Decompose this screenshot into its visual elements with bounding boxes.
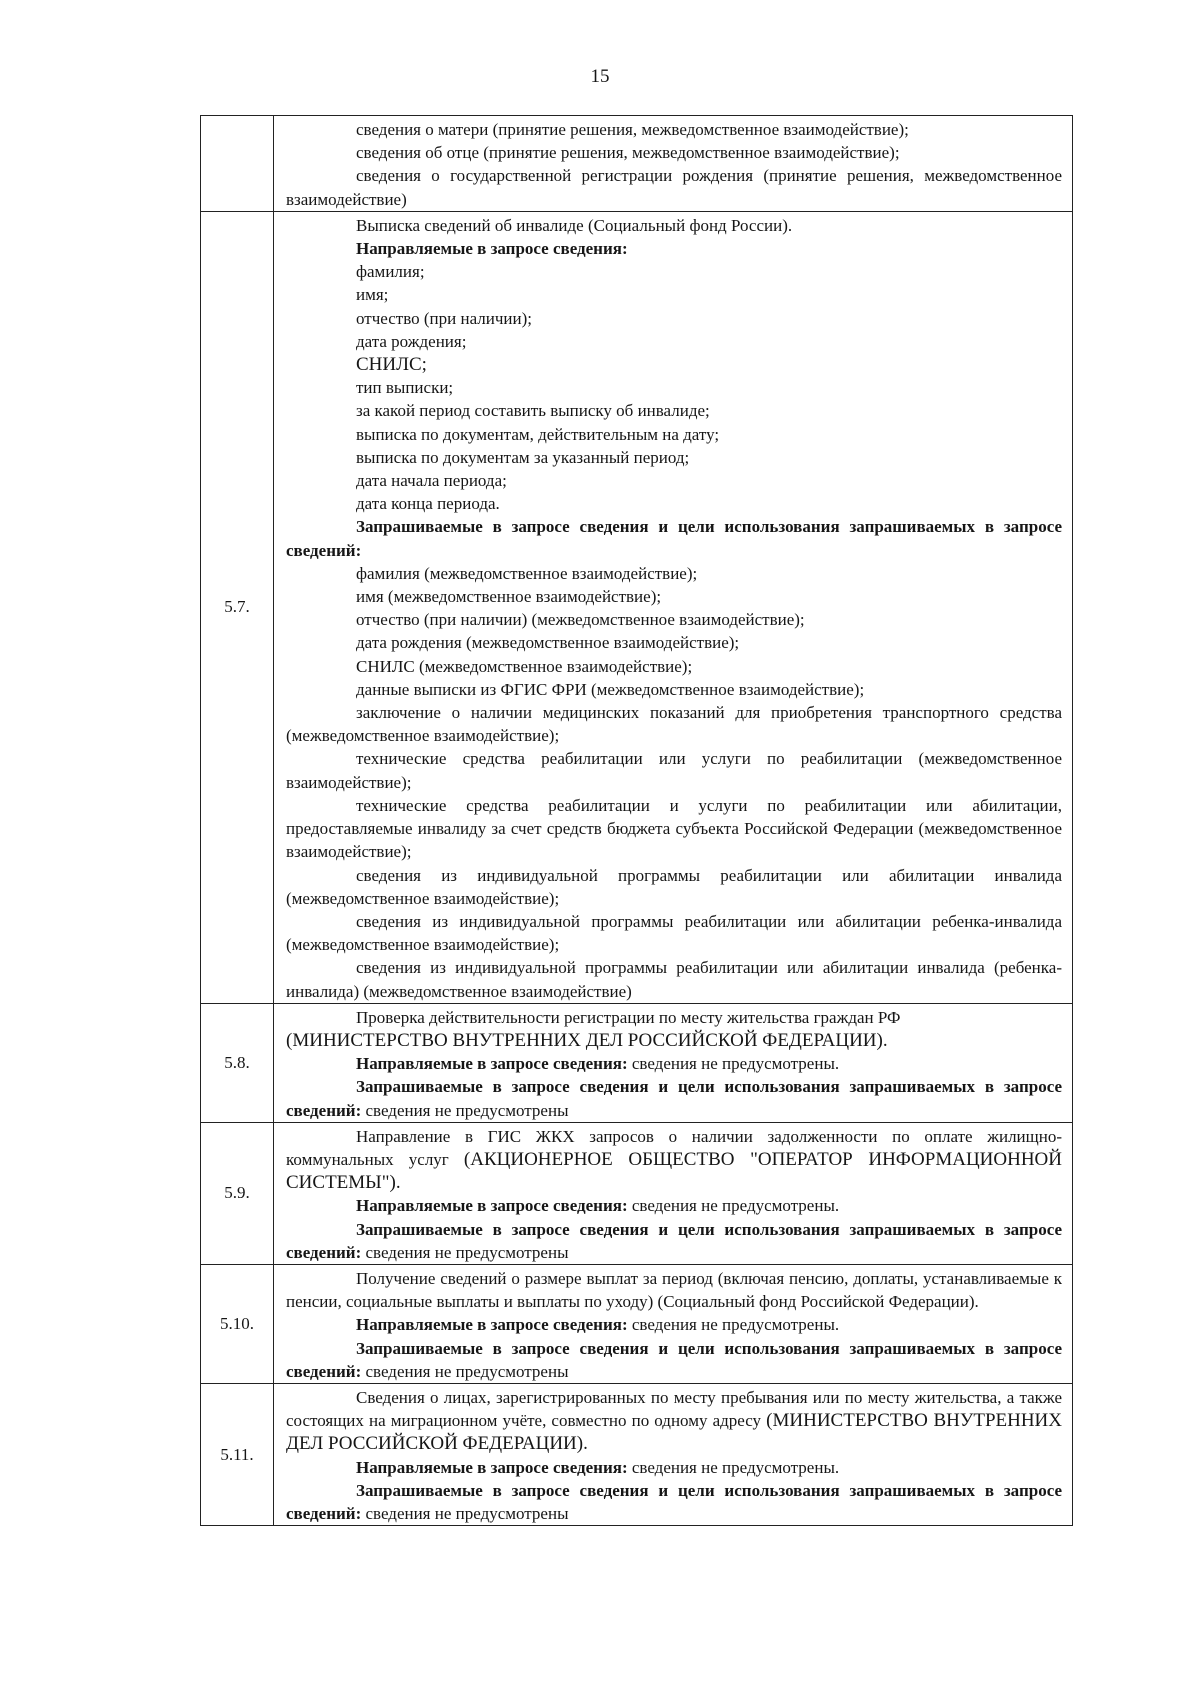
- sent-value: сведения не предусмотрены.: [631, 1196, 840, 1216]
- list-item: имя (межведомственное взаимодействие);: [356, 587, 662, 607]
- requested-value: сведения не предусмотрены: [365, 1361, 569, 1381]
- list-item: технические средства реабилитации или услуги по реабилитации (межведомственное взаимодействие);: [286, 749, 1062, 792]
- sent-value: сведения не предусмотрены.: [631, 1054, 840, 1074]
- sent-value: сведения не предусмотрены.: [631, 1315, 840, 1335]
- row-content: [274, 211, 1073, 1003]
- table-row: [201, 1122, 1073, 1264]
- list-item: СНИЛС;: [356, 354, 427, 376]
- row-content: [274, 1383, 1073, 1525]
- list-item: дата конца периода.: [356, 494, 500, 514]
- table-row: [201, 211, 1073, 1003]
- row-content: [274, 1003, 1073, 1122]
- row-title: [286, 1386, 1062, 1456]
- list-item: сведения из индивидуальной программы реабилитации или абилитации ребенка-инвалида (межведомственное взаимодействие);: [286, 911, 1062, 955]
- list-item: отчество (при наличии) (межведомственное взаимодействие);: [356, 610, 805, 630]
- row-number: 5.8.: [201, 1003, 274, 1122]
- row-title-authority: (МИНИСТЕРСТВО ВНУТРЕННИХ ДЕЛ РОССИЙСКОЙ ФЕДЕРАЦИИ).: [286, 1410, 1062, 1455]
- table-row: [201, 1003, 1073, 1122]
- list-item: выписка по документам, действительным на дату;: [356, 424, 720, 444]
- table-row: [201, 116, 1073, 212]
- list-item: сведения из индивидуальной программы реабилитации или абилитации инвалида (ребенка-инвалида) (межведомственное взаимодействие): [286, 958, 1062, 1001]
- table-row: [201, 1264, 1073, 1383]
- requested-line: [286, 1075, 1062, 1121]
- sent-label: Направляемые в запросе сведения:: [356, 239, 628, 259]
- list-item: тип выписки;: [356, 378, 454, 398]
- row-title-authority: (МИНИСТЕРСТВО ВНУТРЕННИХ ДЕЛ РОССИЙСКОЙ ФЕДЕРАЦИИ).: [286, 1029, 888, 1051]
- sent-value: сведения не предусмотрены.: [631, 1457, 840, 1477]
- requested-line: [286, 1479, 1062, 1525]
- row-title-authority: (АКЦИОНЕРНОЕ ОБЩЕСТВО "ОПЕРАТОР ИНФОРМАЦИОННОЙ СИСТЕМЫ").: [286, 1148, 1063, 1194]
- list-item: фамилия (межведомственное взаимодействие);: [356, 563, 698, 583]
- sent-line: [286, 1456, 1062, 1479]
- list-item: отчество (при наличии);: [356, 308, 532, 328]
- list-item: за какой период составить выписку об инвалиде;: [356, 401, 710, 421]
- requested-line: [286, 1337, 1062, 1383]
- requested-label: Запрашиваемые в запросе сведения и цели использования запрашиваемых в запросе сведений:: [286, 517, 1062, 560]
- row-content: [274, 1122, 1073, 1264]
- row-number: [201, 116, 274, 212]
- list-item: дата рождения (межведомственное взаимодействие);: [356, 633, 740, 653]
- sent-label: Направляемые в запросе сведения:: [356, 1315, 628, 1335]
- list-item: СНИЛС (межведомственное взаимодействие);: [356, 656, 693, 676]
- sent-line: [286, 1313, 1062, 1336]
- row-title: Получение сведений о размере выплат за период (включая пенсию, доплаты, устанавливаемые к пенсии, социальные выплаты и выплаты по уходу) (Социальный фонд Российской Федерации).: [286, 1268, 1062, 1312]
- list-item: сведения об отце (принятие решения, межведомственное взаимодействие);: [356, 143, 900, 163]
- requested-label: Запрашиваемые в запросе сведения и цели использования запрашиваемых в запросе сведений:: [286, 1480, 1062, 1523]
- list-item: технические средства реабилитации и услуги по реабилитации или абилитации, предоставляемые инвалиду за счет средств бюджета субъекта Российской Федерации (межведомственное взаимодействие);: [286, 795, 1062, 862]
- list-item: дата рождения;: [356, 331, 467, 351]
- list-item: имя;: [356, 285, 389, 305]
- page-number: 15: [590, 66, 610, 87]
- requested-label: Запрашиваемые в запросе сведения и цели использования запрашиваемых в запросе сведений:: [286, 1338, 1062, 1381]
- sent-label: Направляемые в запросе сведения:: [356, 1457, 628, 1477]
- row-title: Проверка действительности регистрации по месту жительства граждан РФ: [356, 1007, 901, 1027]
- row-number: 5.7.: [201, 211, 274, 1003]
- sent-line: [286, 1052, 1062, 1075]
- list-item: выписка по документам за указанный период;: [356, 447, 690, 467]
- row-title: [286, 1125, 1062, 1195]
- row-number: 5.9.: [201, 1122, 274, 1264]
- row-number: 5.11.: [201, 1383, 274, 1525]
- table-row: [201, 1383, 1073, 1525]
- sent-label: Направляемые в запросе сведения:: [356, 1196, 628, 1216]
- list-item: фамилия;: [356, 262, 425, 282]
- list-item: дата начала периода;: [356, 471, 507, 491]
- row-title: Выписка сведений об инвалиде (Социальный фонд России).: [356, 215, 793, 235]
- requests-table: [200, 115, 1073, 1526]
- sent-label: Направляемые в запросе сведения:: [356, 1054, 628, 1074]
- row-title-text: Сведения о лицах, зарегистрированных по месту пребывания или по месту жительства, а также состоящих на миграционном учёте, совместно по одному адресу: [286, 1387, 1062, 1431]
- requested-value: сведения не предусмотрены: [365, 1100, 569, 1120]
- list-item: заключение о наличии медицинских показаний для приобретения транспортного средства (межведомственное взаимодействие);: [286, 703, 1062, 746]
- sent-line: [286, 1194, 1062, 1217]
- list-item: данные выписки из ФГИС ФРИ (межведомственное взаимодействие);: [356, 679, 865, 699]
- requested-value: сведения не предусмотрены: [365, 1503, 569, 1523]
- row-content: [274, 1264, 1073, 1383]
- list-item: сведения о государственной регистрации рождения (принятие решения, межведомственное взаимодействие): [286, 166, 1062, 209]
- row-number: 5.10.: [201, 1264, 274, 1383]
- row-title-text: Направление в ГИС ЖКХ запросов о наличии задолженности по оплате жилищно-коммунальных услуг: [286, 1126, 1062, 1169]
- row-content: [274, 116, 1073, 212]
- requested-line: [286, 1218, 1062, 1264]
- list-item: сведения о матери (принятие решения, межведомственное взаимодействие);: [356, 120, 909, 139]
- requested-label: Запрашиваемые в запросе сведения и цели использования запрашиваемых в запросе сведений:: [286, 1219, 1062, 1262]
- requested-value: сведения не предусмотрены: [365, 1242, 569, 1262]
- list-item: сведения из индивидуальной программы реабилитации или абилитации инвалида (межведомственное взаимодействие);: [286, 865, 1062, 908]
- requested-label: Запрашиваемые в запросе сведения и цели использования запрашиваемых в запросе сведений:: [286, 1077, 1062, 1120]
